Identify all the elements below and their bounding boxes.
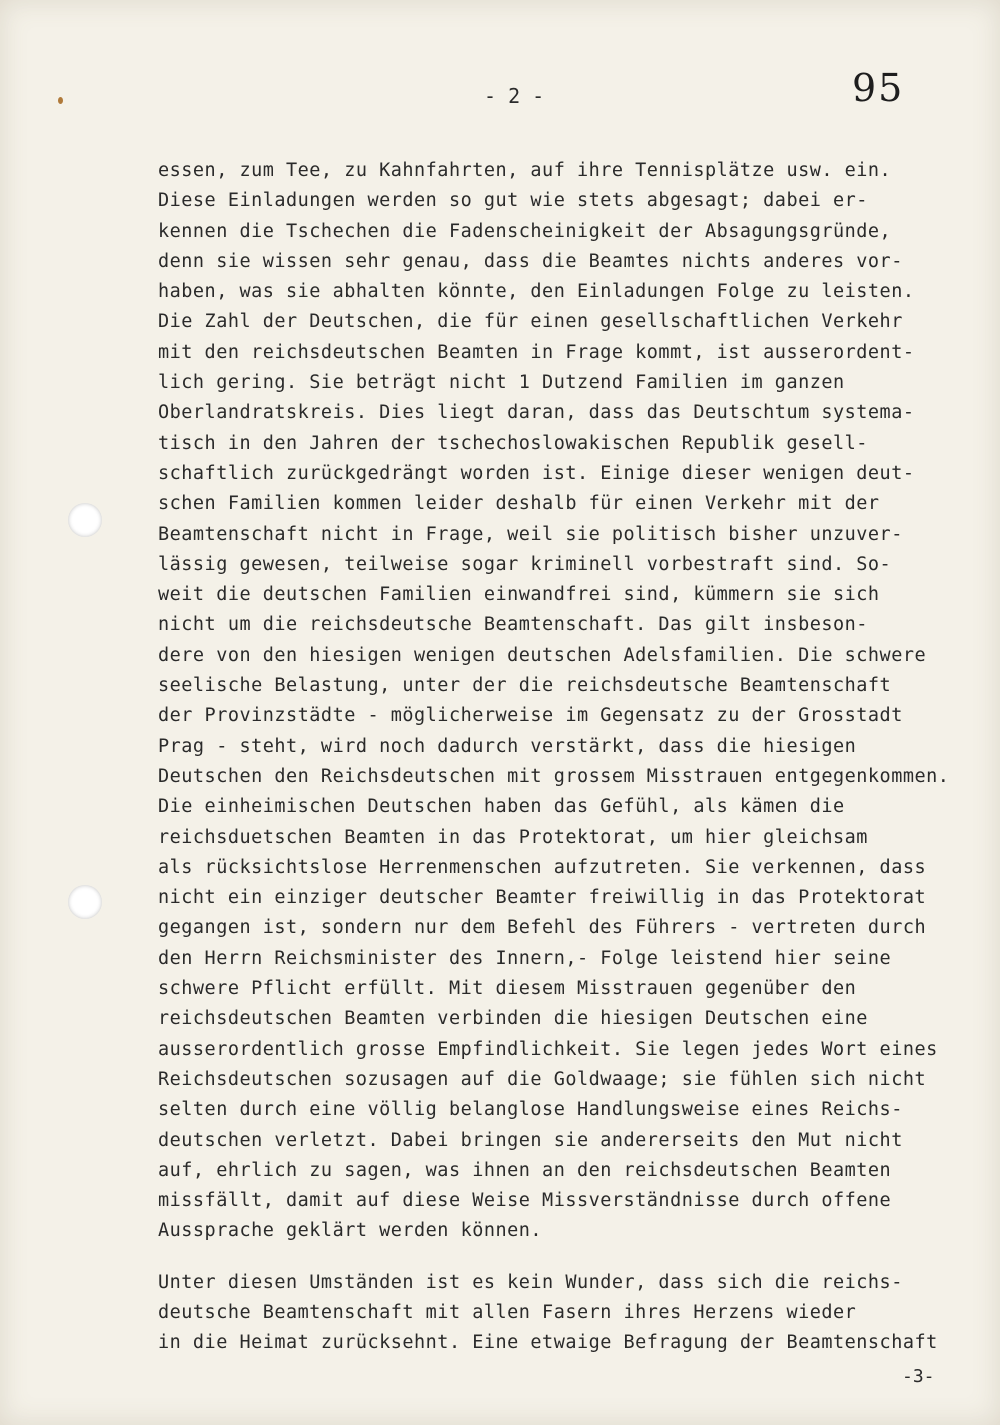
- text-line: als rücksichtslose Herrenmenschen aufzutreten. Sie verkennen, dass: [158, 856, 927, 878]
- text-line: missfällt, damit auf diese Weise Missverständnisse durch offene: [158, 1190, 892, 1212]
- text-line: dere von den hiesigen wenigen deutschen Adelsfamilien. Die schwere: [158, 644, 927, 666]
- text-line: Diese Einladungen werden so gut wie stets abgesagt; dabei er-: [158, 190, 868, 212]
- text-line: schen Familien kommen leider deshalb für einen Verkehr mit der: [158, 493, 880, 515]
- text-line: deutschen verletzt. Dabei bringen sie andererseits den Mut nicht: [158, 1129, 903, 1151]
- text-line: deutsche Beamtenschaft mit allen Fasern ihres Herzens wieder: [158, 1301, 857, 1323]
- folio-number: 95: [852, 66, 905, 110]
- text-line: lich gering. Sie beträgt nicht 1 Dutzend Familien im ganzen: [158, 372, 845, 394]
- text-line: Reichsdeutschen sozusagen auf die Goldwaage; sie fühlen sich nicht: [158, 1068, 927, 1090]
- text-line: haben, was sie abhalten könnte, den Einladungen Folge zu leisten.: [158, 281, 915, 303]
- punch-hole-top: [68, 503, 102, 537]
- text-line: Oberlandratskreis. Dies liegt daran, dass das Deutschtum systema-: [158, 402, 915, 424]
- paragraph-2: [158, 1268, 978, 1359]
- body-text: [158, 156, 978, 1359]
- text-line: den Herrn Reichsminister des Innern,- Folge leistend hier seine: [158, 947, 892, 969]
- text-line: Die Zahl der Deutschen, die für einen gesellschaftlichen Verkehr: [158, 311, 903, 333]
- text-line: seelische Belastung, unter der die reichsdeutsche Beamtenschaft: [158, 675, 892, 697]
- text-line: Deutschen den Reichsdeutschen mit grossem Misstrauen entgegenkommen.: [158, 765, 950, 787]
- text-line: mit den reichsdeutschen Beamten in Frage kommt, ist ausserordent-: [158, 341, 915, 363]
- text-line: nicht ein einziger deutscher Beamter freiwillig in das Protektorat: [158, 887, 927, 909]
- page-number: - 2 -: [484, 84, 545, 108]
- text-line: schaftlich zurückgedrängt worden ist. Einige dieser wenigen deut-: [158, 462, 915, 484]
- text-line: selten durch eine völlig belanglose Handlungsweise eines Reichs-: [158, 1099, 903, 1121]
- paragraph-1: [158, 156, 978, 1247]
- text-line: gegangen ist, sondern nur dem Befehl des Führers - vertreten durch: [158, 917, 927, 939]
- text-line: lässig gewesen, teilweise sogar kriminell vorbestraft sind. So-: [158, 553, 892, 575]
- text-line: Aussprache geklärt werden können.: [158, 1220, 543, 1242]
- text-line: nicht um die reichsdeutsche Beamtenschaft. Das gilt insbeson-: [158, 614, 868, 636]
- punch-hole-bottom: [68, 885, 102, 919]
- text-line: denn sie wissen sehr genau, dass die Beamtes nichts anderes vor-: [158, 250, 903, 272]
- text-line: Prag - steht, wird noch dadurch verstärkt, dass die hiesigen: [158, 735, 857, 757]
- text-line: reichsduetschen Beamten in das Protektorat, um hier gleichsam: [158, 826, 868, 848]
- ink-mark: [58, 97, 63, 104]
- text-line: weit die deutschen Familien einwandfrei sind, kümmern sie sich: [158, 584, 880, 606]
- catchword: -3-: [902, 1366, 935, 1387]
- text-line: schwere Pflicht erfüllt. Mit diesem Misstrauen gegenüber den: [158, 978, 857, 1000]
- text-line: auf, ehrlich zu sagen, was ihnen an den reichsdeutschen Beamten: [158, 1159, 892, 1181]
- text-line: der Provinzstädte - möglicherweise im Gegensatz zu der Grosstadt: [158, 705, 903, 727]
- text-line: reichsdeutschen Beamten verbinden die hiesigen Deutschen eine: [158, 1008, 868, 1030]
- text-line: kennen die Tschechen die Fadenscheinigkeit der Absagungsgründe,: [158, 220, 892, 242]
- text-line: Unter diesen Umständen ist es kein Wunder, dass sich die reichs-: [158, 1271, 903, 1293]
- text-line: tisch in den Jahren der tschechoslowakischen Republik gesell-: [158, 432, 868, 454]
- text-line: in die Heimat zurücksehnt. Eine etwaige Befragung der Beamtenschaft: [158, 1332, 938, 1354]
- text-line: Die einheimischen Deutschen haben das Gefühl, als kämen die: [158, 796, 845, 818]
- text-line: Beamtenschaft nicht in Frage, weil sie politisch bisher unzuver-: [158, 523, 903, 545]
- text-line: ausserordentlich grosse Empfindlichkeit. Sie legen jedes Wort eines: [158, 1038, 938, 1060]
- text-line: essen, zum Tee, zu Kahnfahrten, auf ihre Tennisplätze usw. ein.: [158, 160, 892, 181]
